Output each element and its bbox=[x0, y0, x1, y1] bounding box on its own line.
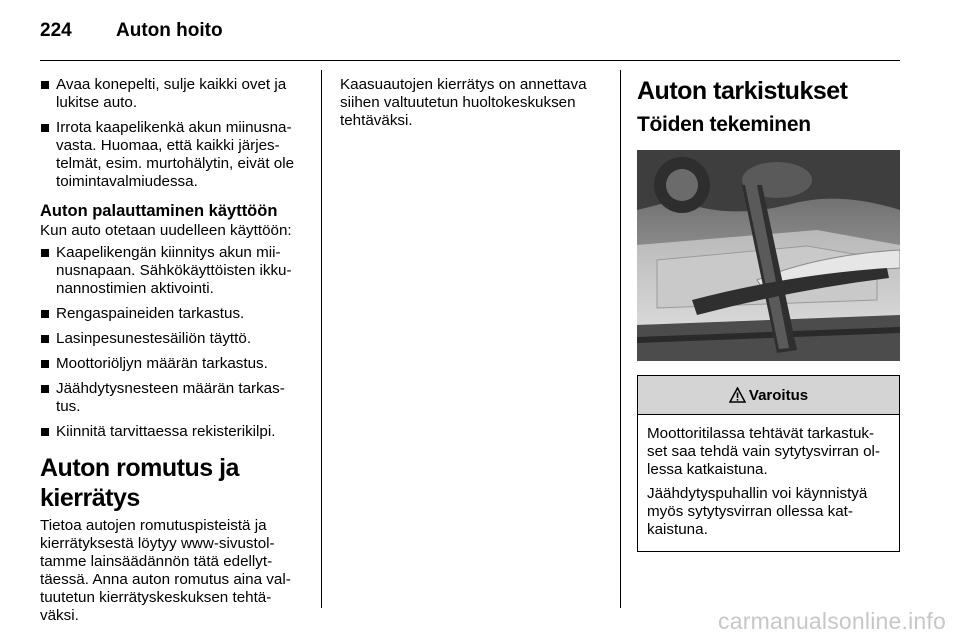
section-body: Tietoa autojen romutuspisteistä ja kierrätyksestä löytyy www-sivustol- tamme lainsäädännön tätä edellyt- täessä. Anna auton romutus aina val- tuutetun kierrätyskeskuksen tehtä- väksi. bbox=[40, 517, 291, 624]
list-item: Irrota kaapelikenkä akun miinusna- vasta. Huomaa, että kaikki järjes- telmät, esim. murtohälytin, eivät ole toimintavalmiudessa. bbox=[40, 119, 306, 191]
page-number: 224 bbox=[40, 20, 72, 41]
list-item: Avaa konepelti, sulje kaikki ovet ja lukitse auto. bbox=[40, 76, 306, 112]
engine-bay-photo bbox=[637, 150, 900, 361]
warning-header bbox=[638, 376, 899, 415]
warning-paragraph: Moottoritilassa tehtävät tarkastuk- set saa tehdä vain sytytysvirran ol- lessa katkaistuna. bbox=[647, 425, 880, 478]
column-middle bbox=[340, 76, 606, 136]
section-heading-checks: Auton tarkistukset bbox=[637, 77, 848, 105]
header-rule bbox=[40, 60, 900, 61]
return-steps-list bbox=[40, 244, 306, 441]
chapter-title: Auton hoito bbox=[116, 20, 223, 41]
gas-recycling-text: Kaasuautojen kierrätys on annettava siihen valtuutetun huoltokeskuksen tehtäväksi. bbox=[340, 76, 587, 129]
section-subheading: Töiden tekeminen bbox=[637, 113, 811, 136]
list-item: Kaapelikengän kiinnitys akun mii- nusnapaan. Sähkökäyttöisten ikku- nannostimien aktivointi. bbox=[40, 244, 306, 298]
section-heading-return: Auton palauttaminen käyttöön bbox=[40, 202, 278, 220]
list-item: Lasinpesunestesäiliön täyttö. bbox=[40, 330, 306, 348]
warning-paragraph: Jäähdytyspuhallin voi käynnistyä myös sytytysvirran ollessa kat- kaistuna. bbox=[647, 485, 868, 538]
warning-triangle-icon bbox=[729, 387, 746, 403]
warning-title: Varoitus bbox=[748, 386, 809, 404]
page-header bbox=[40, 20, 223, 44]
list-item: Kiinnitä tarvittaessa rekisterikilpi. bbox=[40, 423, 306, 441]
warning-box bbox=[637, 375, 900, 552]
list-item: Rengaspaineiden tarkastus. bbox=[40, 305, 306, 323]
column-divider bbox=[321, 70, 322, 608]
column-right bbox=[637, 76, 900, 552]
watermark: carmanualsonline.info bbox=[718, 608, 946, 634]
list-item: Moottoriöljyn määrän tarkastus. bbox=[40, 355, 306, 373]
section-intro: Kun auto otetaan uudelleen käyttöön: bbox=[40, 222, 292, 239]
warning-body bbox=[638, 415, 899, 551]
list-item: Jäähdytysnesteen määrän tarkas- tus. bbox=[40, 380, 306, 416]
column-left bbox=[40, 76, 306, 631]
column-divider bbox=[620, 70, 621, 608]
section-heading-scrap: Auton romutus ja kierrätys bbox=[40, 454, 239, 512]
engine-bay-illustration bbox=[637, 150, 900, 361]
storage-steps-list bbox=[40, 76, 306, 191]
